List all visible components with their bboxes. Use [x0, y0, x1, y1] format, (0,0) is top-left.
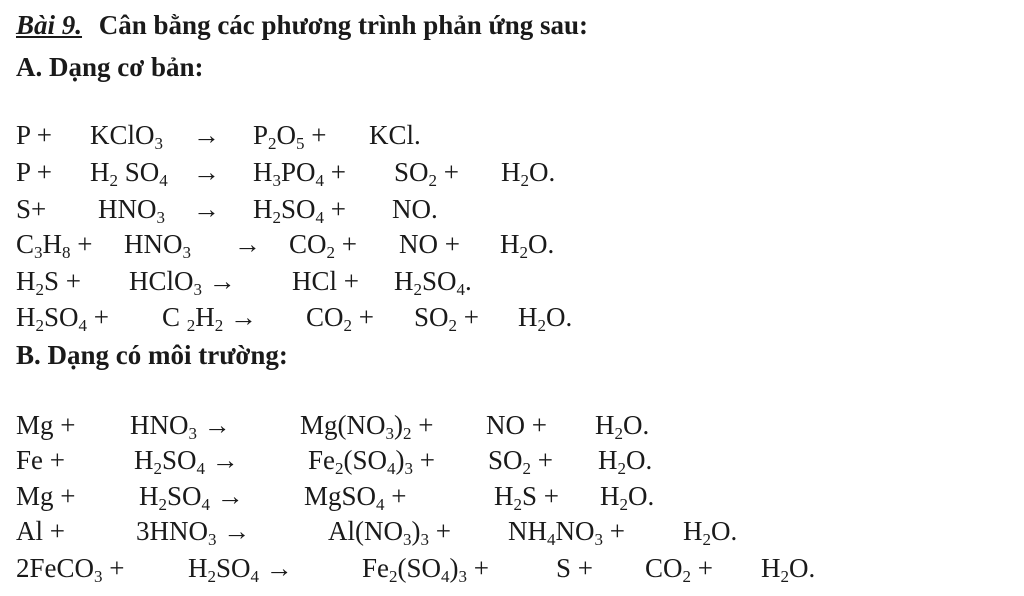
equation-term: $3HNO_3$ →	[136, 516, 251, 549]
equation-term: $H_2SO_4$ +	[16, 302, 109, 335]
equation-term: $C_3H_8$ +	[16, 229, 93, 262]
equation-term: $H_2O$.	[501, 157, 556, 190]
equation-term: $HNO_3$	[98, 194, 165, 227]
section-b-heading: B. Dạng có môi trường:	[16, 340, 288, 370]
equation-term: $HNO_3$ →	[130, 410, 231, 443]
equation-term: KClO$_3$	[90, 120, 164, 153]
equation-term: HClO$_3$ →	[129, 266, 236, 299]
equation-term: $NH_4NO_3$ +	[508, 516, 625, 549]
equation-term: $H_2O$.	[683, 516, 738, 549]
equation-term: $H_2SO_4$ →	[139, 481, 244, 514]
equation-term: $H_2SO_4$.	[394, 266, 472, 299]
equation-term: $H_2SO_4$ →	[134, 445, 239, 478]
equation-term: $H_2O$.	[595, 410, 650, 443]
equation-term: Mg +	[16, 481, 76, 511]
equation-arrow: →	[234, 229, 261, 259]
equation-term: $H_3PO_4$ +	[253, 157, 346, 190]
equation-term: HCl +	[292, 266, 359, 296]
equation-term: NO +	[399, 229, 460, 259]
equation-term: NO.	[392, 194, 438, 224]
equation-term: $P_2O_5$ +	[253, 120, 327, 153]
equation-term: $Mg(NO_3)_2$ +	[300, 410, 434, 443]
equation-term: $HNO_3$	[124, 229, 191, 262]
equation-term: $CO_2$ +	[645, 553, 713, 586]
equation-term: $Fe_2(SO_4)_3$ +	[308, 445, 435, 478]
equation-term: $CO_2$ +	[306, 302, 374, 335]
equation-term: P +	[16, 120, 52, 150]
equation-term: KCl.	[369, 120, 421, 150]
exercise-title	[16, 10, 588, 41]
equation-term: $H_2O$.	[600, 481, 655, 514]
equation-term: $SO_2$ +	[414, 302, 479, 335]
equation-term: $SO_2$ +	[488, 445, 553, 478]
equation-arrow: →	[193, 120, 220, 150]
equation-term: Fe +	[16, 445, 65, 475]
equation-term: P +	[16, 157, 52, 187]
equation-term: $H_2SO_4$ →	[188, 553, 293, 586]
exercise-number: Bài 9.	[16, 10, 83, 40]
equation-term: $H_2$ $SO_4$	[90, 157, 168, 190]
equation-term: Mg +	[16, 410, 76, 440]
exercise-instruction: Cân bằng các phương trình phản ứng sau:	[98, 10, 589, 40]
equation-arrow: →	[193, 157, 220, 187]
equation-arrow: →	[193, 194, 220, 224]
equation-term: $H_2O$.	[598, 445, 653, 478]
equation-term: $H_2SO_4$ +	[253, 194, 346, 227]
equation-term: $CO_2$ +	[289, 229, 357, 262]
equation-term: $H_2S$ +	[16, 266, 81, 299]
equation-term: 2FeCO$_3$ +	[16, 553, 125, 586]
equation-term: $H_2O$.	[761, 553, 816, 586]
equation-term: C $_2H_2$ →	[162, 302, 258, 335]
equation-term: $Fe_2(SO_4)_3$ +	[362, 553, 489, 586]
equation-term: MgSO$_4$ +	[304, 481, 407, 514]
equation-term: $Al(NO_3)_3$ +	[328, 516, 451, 549]
equation-term: $H_2O$.	[500, 229, 555, 262]
equation-term: $H_2S$ +	[494, 481, 559, 514]
equation-term: NO +	[486, 410, 547, 440]
equation-term: S +	[556, 553, 593, 583]
equation-term: $SO_2$ +	[394, 157, 459, 190]
equation-term: Al +	[16, 516, 65, 546]
section-a-heading: A. Dạng cơ bản:	[16, 52, 204, 82]
equation-term: $H_2O$.	[518, 302, 573, 335]
equation-term: S+	[16, 194, 47, 224]
